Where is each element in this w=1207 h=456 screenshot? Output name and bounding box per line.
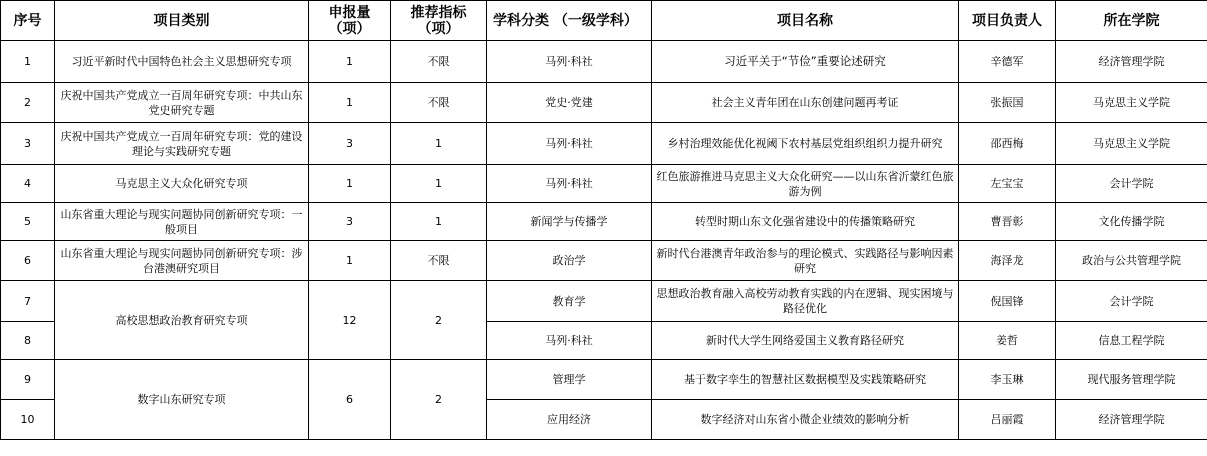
header-leader: 项目负责人: [959, 1, 1056, 41]
college-cell: 经济管理学院: [1056, 400, 1207, 440]
category-cell: 马克思主义大众化研究专项: [55, 165, 309, 203]
table-row: [1, 241, 1207, 281]
quota-cell: 不限: [391, 241, 487, 281]
seq-cell: 5: [1, 203, 55, 241]
leader-cell: 左宝宝: [959, 165, 1056, 203]
header-seq: 序号: [1, 1, 55, 41]
subject-cell: 马列·科社: [487, 123, 652, 165]
college-cell: 经济管理学院: [1056, 41, 1207, 83]
project-name-cell: 乡村治理效能优化视阈下农村基层党组织组织力提升研究: [652, 123, 959, 165]
college-cell: 政治与公共管理学院: [1056, 241, 1207, 281]
subject-cell: 马列·科社: [487, 41, 652, 83]
subject-cell: 马列·科社: [487, 165, 652, 203]
applied-cell: 3: [309, 123, 391, 165]
category-cell: 山东省重大理论与现实问题协同创新研究专项：一般项目: [55, 203, 309, 241]
header-quota: [391, 1, 487, 41]
quota-cell: 1: [391, 123, 487, 165]
seq-cell: 8: [1, 322, 55, 360]
category-cell: 高校思想政治教育研究专项: [55, 281, 309, 360]
subject-cell: 管理学: [487, 360, 652, 400]
college-cell: 马克思主义学院: [1056, 83, 1207, 123]
subject-cell: 教育学: [487, 281, 652, 322]
table-row: [1, 165, 1207, 203]
seq-cell: 7: [1, 281, 55, 322]
project-name-cell: 转型时期山东文化强省建设中的传播策略研究: [652, 203, 959, 241]
project-name-cell: 红色旅游推进马克思主义大众化研究——以山东省沂蒙红色旅游为例: [652, 165, 959, 203]
project-name-cell: 新时代大学生网络爱国主义教育路径研究: [652, 322, 959, 360]
category-cell: 庆祝中国共产党成立一百周年研究专项：党的建设理论与实践研究专题: [55, 123, 309, 165]
project-name-cell: 基于数字孪生的智慧社区数据模型及实践策略研究: [652, 360, 959, 400]
college-cell: 文化传播学院: [1056, 203, 1207, 241]
header-subject: 学科分类 （一级学科）: [487, 1, 652, 41]
quota-cell: 1: [391, 165, 487, 203]
table-row: [1, 83, 1207, 123]
seq-cell: 9: [1, 360, 55, 400]
applied-cell: 3: [309, 203, 391, 241]
applied-cell: 6: [309, 360, 391, 440]
seq-cell: 1: [1, 41, 55, 83]
subject-cell: 马列·科社: [487, 322, 652, 360]
applied-cell: 12: [309, 281, 391, 360]
leader-cell: 邵西梅: [959, 123, 1056, 165]
project-name-cell: 社会主义青年团在山东创建问题再考证: [652, 83, 959, 123]
leader-cell: 姜哲: [959, 322, 1056, 360]
leader-cell: 吕丽霞: [959, 400, 1056, 440]
header-category: 项目类别: [55, 1, 309, 41]
header-row: [1, 1, 1207, 41]
table-row: [1, 41, 1207, 83]
applied-cell: 1: [309, 241, 391, 281]
header-college: 所在学院: [1056, 1, 1207, 41]
quota-cell: 不限: [391, 41, 487, 83]
project-name-cell: 数字经济对山东省小微企业绩效的影响分析: [652, 400, 959, 440]
applied-cell: 1: [309, 83, 391, 123]
college-cell: 会计学院: [1056, 165, 1207, 203]
college-cell: 会计学院: [1056, 281, 1207, 322]
subject-cell: 新闻学与传播学: [487, 203, 652, 241]
applied-cell: 1: [309, 41, 391, 83]
college-cell: 现代服务管理学院: [1056, 360, 1207, 400]
header-quota-line2: （项）: [417, 20, 460, 37]
leader-cell: 海泽龙: [959, 241, 1056, 281]
table-row: [1, 203, 1207, 241]
seq-cell: 4: [1, 165, 55, 203]
category-cell: 数字山东研究专项: [55, 360, 309, 440]
header-applied: [309, 1, 391, 41]
table-row: [1, 281, 1207, 322]
leader-cell: 李玉琳: [959, 360, 1056, 400]
college-cell: 马克思主义学院: [1056, 123, 1207, 165]
table-row: [1, 360, 1207, 400]
category-cell: 庆祝中国共产党成立一百周年研究专项：中共山东党史研究专题: [55, 83, 309, 123]
quota-cell: 不限: [391, 83, 487, 123]
project-name-cell: 思想政治教育融入高校劳动教育实践的内在逻辑、现实困境与路径优化: [652, 281, 959, 322]
subject-cell: 政治学: [487, 241, 652, 281]
applied-cell: 1: [309, 165, 391, 203]
category-cell: 山东省重大理论与现实问题协同创新研究专项：涉台港澳研究项目: [55, 241, 309, 281]
leader-cell: 辛德军: [959, 41, 1056, 83]
header-applied-line1: 申报量: [328, 4, 371, 21]
table-row: [1, 123, 1207, 165]
seq-cell: 10: [1, 400, 55, 440]
seq-cell: 3: [1, 123, 55, 165]
subject-cell: 应用经济: [487, 400, 652, 440]
seq-cell: 6: [1, 241, 55, 281]
quota-cell: 1: [391, 203, 487, 241]
project-name-cell: 习近平关于“节俭”重要论述研究: [652, 41, 959, 83]
leader-cell: 张振国: [959, 83, 1056, 123]
subject-cell: 党史·党建: [487, 83, 652, 123]
seq-cell: 2: [1, 83, 55, 123]
quota-cell: 2: [391, 360, 487, 440]
header-applied-line2: （项）: [328, 20, 371, 37]
college-cell: 信息工程学院: [1056, 322, 1207, 360]
leader-cell: 倪国锋: [959, 281, 1056, 322]
project-name-cell: 新时代台港澳青年政治参与的理论模式、实践路径与影响因素研究: [652, 241, 959, 281]
header-name: 项目名称: [652, 1, 959, 41]
quota-cell: 2: [391, 281, 487, 360]
category-cell: 习近平新时代中国特色社会主义思想研究专项: [55, 41, 309, 83]
header-quota-line1: 推荐指标: [410, 4, 467, 21]
leader-cell: 曹晋彰: [959, 203, 1056, 241]
